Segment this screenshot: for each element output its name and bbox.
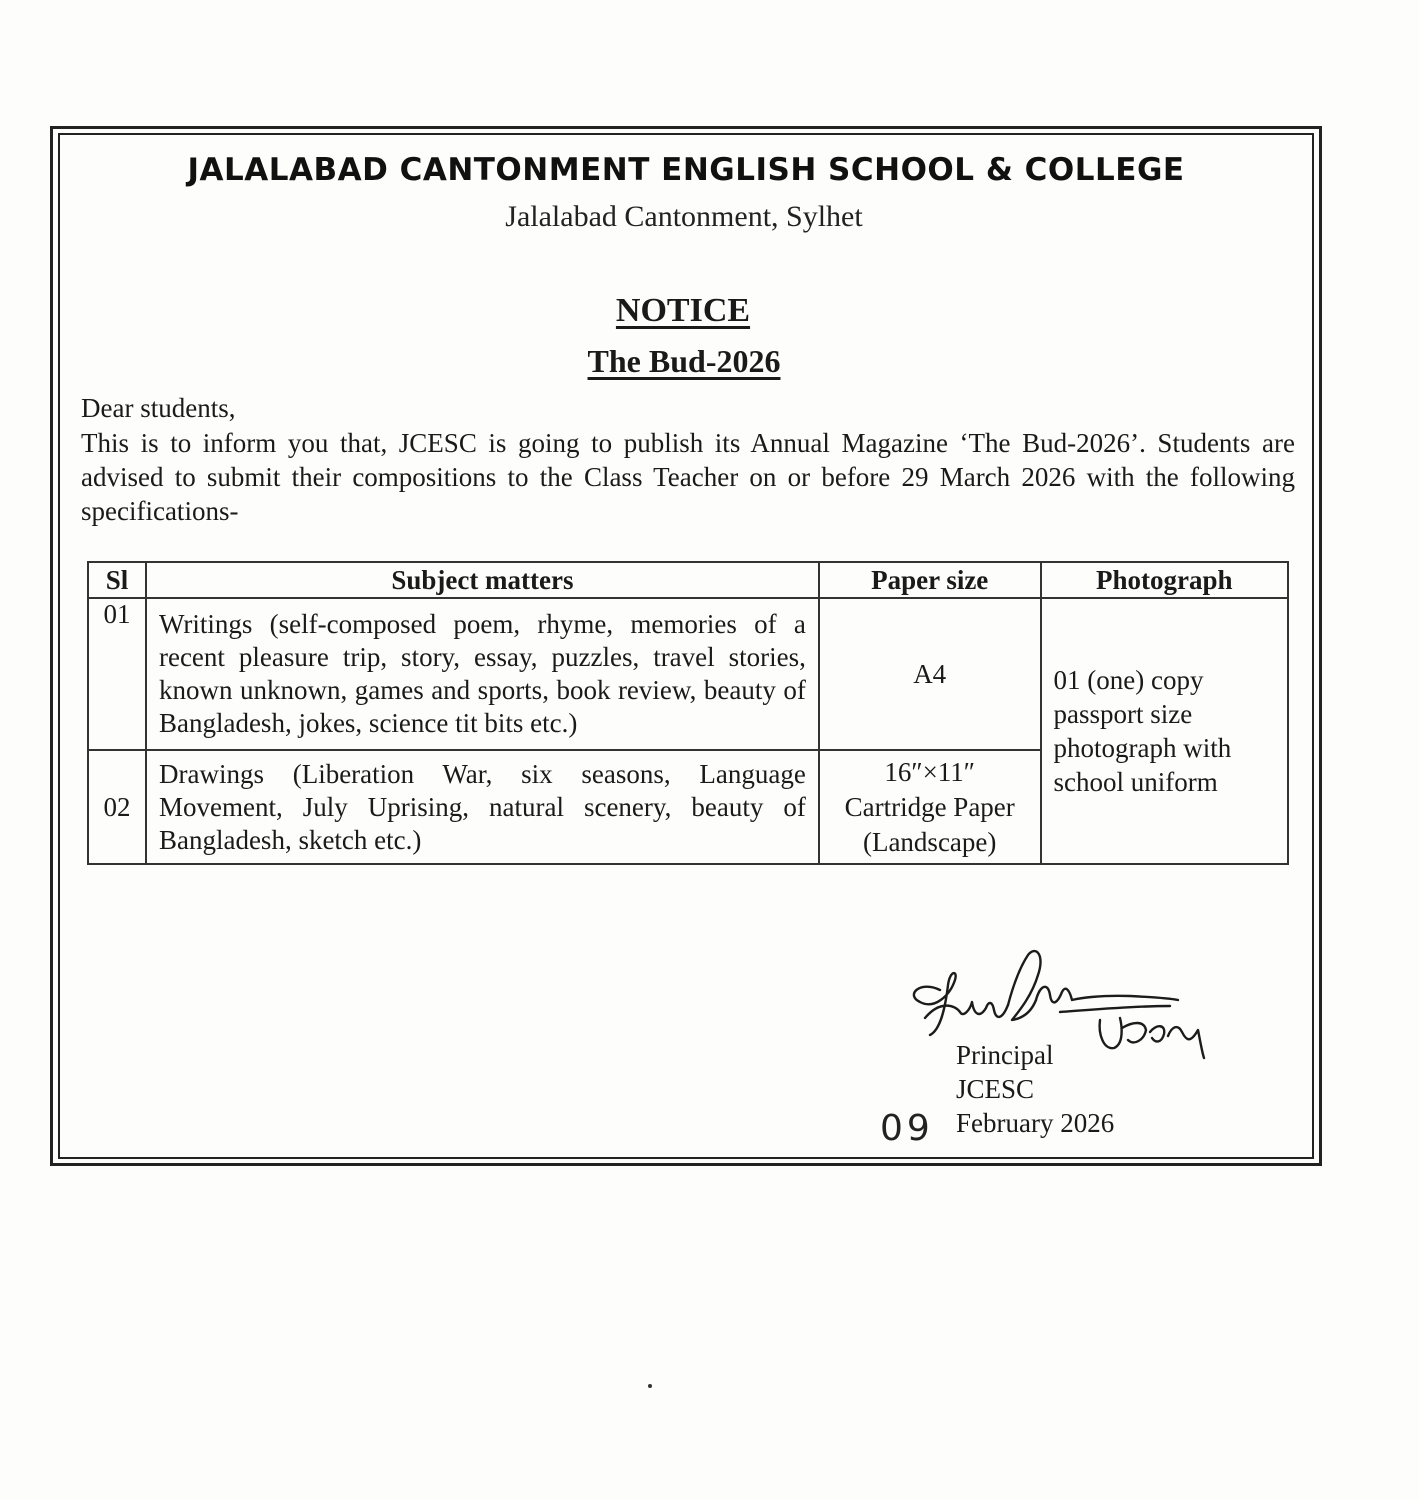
paper-type: Cartridge Paper [844,791,1015,822]
notice-date-month-year: February 2026 [956,1108,1115,1138]
notice-title [0,292,1366,330]
paper-orientation: (Landscape) [862,826,997,857]
row-sl: 01 [88,598,146,750]
row-subject: Drawings (Liberation War, six seasons, Language Movement, July Uprising, natural scenery, beauty of Bangladesh, sketch etc.) [146,750,819,864]
row-sl: 02 [88,750,146,864]
header-photograph: Photograph [1041,562,1289,598]
specifications-table [87,561,1289,865]
paper-dimensions: 16″×11″ [884,756,976,787]
paper-speck [648,1384,652,1388]
signatory-designation: Principal [956,1040,1054,1070]
header-subject: Subject matters [146,562,819,598]
signature-block [956,1038,1114,1140]
handwritten-date-day: 09 [880,1108,934,1149]
table-header-row [88,562,1288,598]
notice-subtitle [0,343,1368,380]
signatory-institution: JCESC [956,1074,1035,1104]
header-paper-size: Paper size [819,562,1041,598]
notice-title-text: NOTICE [615,292,751,329]
header-sl: Sl [88,562,146,598]
row-paper-size [819,750,1041,864]
salutation: Dear students, [81,393,236,423]
row-paper-size: A4 [819,598,1041,750]
notice-body: This is to inform you that, JCESC is going to publish its Annual Magazine ‘The Bud-2026’. Students are advised to submit their compositions to the Class Teacher on or before 29 March 2026 with the following specifications- [81,428,1295,526]
school-location: Jalalabad Cantonment, Sylhet [505,200,863,233]
school-name: JALALABAD CANTONMENT ENGLISH SCHOOL & COLLEGE [187,152,1185,188]
notice-subtitle-text: The Bud-2026 [587,343,781,379]
row-subject: Writings (self-composed poem, rhyme, memories of a recent pleasure trip, story, essay, puzzles, travel stories, known unknown, games and sports, book review, beauty of Bangladesh, jokes, science tit bits etc.) [146,598,819,750]
table-row [88,598,1288,750]
photograph-requirement: 01 (one) copy passport size photograph with school uniform [1041,598,1289,864]
